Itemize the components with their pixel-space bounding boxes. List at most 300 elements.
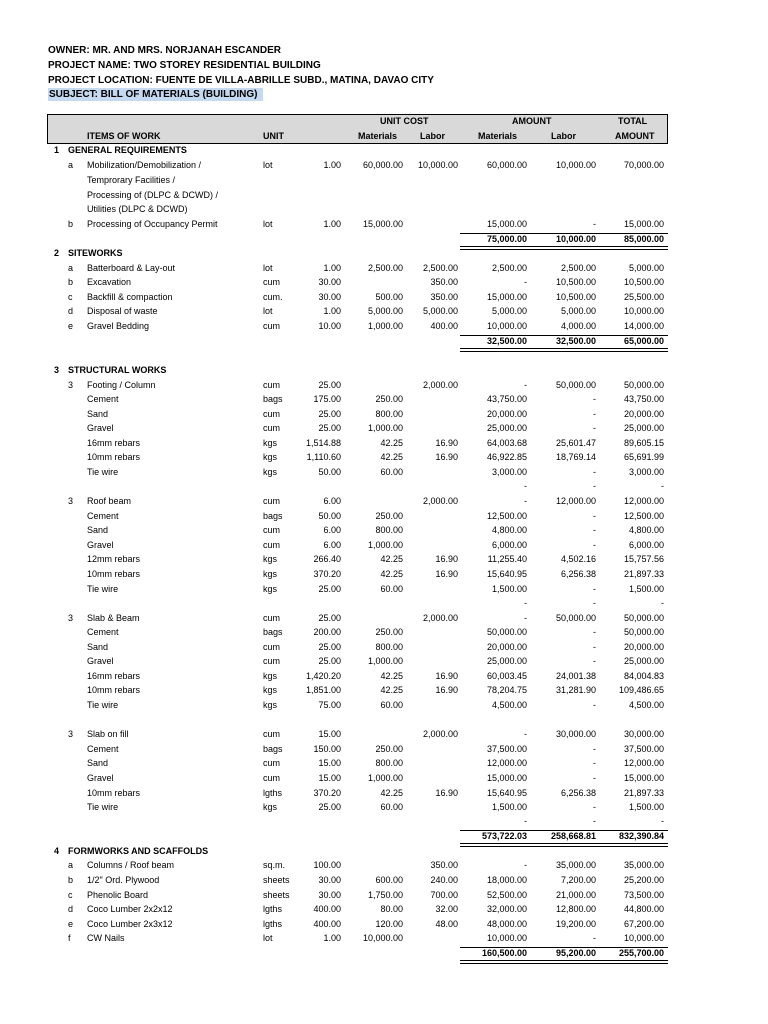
cell-unit: bags	[263, 627, 283, 637]
cell-let: 3	[68, 613, 74, 623]
cell-mat: 500.00	[375, 292, 403, 302]
cell-tot: 5,000.00	[628, 263, 664, 273]
cell-desc: Sand	[87, 758, 109, 768]
cell-tot: 12,000.00	[623, 496, 664, 506]
cell-tot: 21,897.33	[623, 788, 664, 798]
cell-mat: 800.00	[375, 642, 403, 652]
subject-line: SUBJECT: BILL OF MATERIALS (BUILDING)	[48, 88, 263, 101]
cell-unit: lgths	[263, 788, 283, 798]
cell-desc: Backfill & compaction	[87, 292, 173, 302]
cell-tot: 37,500.00	[623, 744, 664, 754]
cell-desc: Coco Lumber 2x3x12	[87, 919, 173, 929]
cell-alab: -	[593, 540, 596, 550]
cell-qty: 30.00	[318, 277, 341, 287]
cell-tot: 50,000.00	[623, 627, 664, 637]
cell-alab: -	[593, 627, 596, 637]
cell-alab: -	[593, 394, 596, 404]
cell-mat: 42.25	[380, 788, 403, 798]
cell-desc: Phenolic Board	[87, 890, 149, 900]
cell-alab: 7,200.00	[560, 875, 596, 885]
cell-tot: 3,000.00	[628, 467, 664, 477]
cell-mat: 42.25	[380, 554, 403, 564]
cell-desc: 10mm rebars	[87, 452, 141, 462]
cell-amat: -	[524, 613, 527, 623]
subtotal-double-rule	[460, 348, 668, 352]
cell-qty: 25.00	[318, 656, 341, 666]
cell-alab: 95,200.00	[555, 948, 596, 958]
cell-amat: 6,000.00	[491, 540, 527, 550]
cell-tot: 6,000.00	[628, 540, 664, 550]
cell-unit: cum	[263, 758, 281, 768]
cell-mat: 42.25	[380, 452, 403, 462]
cell-unit: lot	[263, 160, 273, 170]
cell-qty: 15.00	[318, 729, 341, 739]
cell-mat: 60,000.00	[362, 160, 403, 170]
cell-tot: 50,000.00	[623, 613, 664, 623]
cell-alab: 5,000.00	[560, 306, 596, 316]
cell-qty: 1.00	[323, 219, 341, 229]
cell-tot: 10,000.00	[623, 306, 664, 316]
cell-mat: 60.00	[380, 584, 403, 594]
header-labor: Labor	[420, 131, 446, 141]
cell-unit: cum	[263, 729, 281, 739]
cell-qty: 50.00	[318, 467, 341, 477]
cell-tot: 43,750.00	[623, 394, 664, 404]
cell-tot: 85,000.00	[623, 234, 664, 244]
cell-alab: 24,001.38	[555, 671, 596, 681]
cell-let: d	[68, 306, 74, 316]
cell-tot: 12,000.00	[623, 758, 664, 768]
cell-mat: 1,000.00	[367, 321, 403, 331]
cell-tot: 832,390.84	[618, 831, 664, 841]
cell-unit: cum	[263, 380, 281, 390]
cell-alab: -	[593, 773, 596, 783]
cell-alab: 10,000.00	[555, 234, 596, 244]
cell-title: GENERAL REQUIREMENTS	[68, 145, 187, 155]
cell-desc: 10mm rebars	[87, 685, 141, 695]
cell-desc: CW Nails	[87, 933, 125, 943]
cell-desc: Coco Lumber 2x2x12	[87, 904, 173, 914]
cell-let: b	[68, 875, 74, 885]
cell-alab: 18,769.14	[555, 452, 596, 462]
cell-qty: 10.00	[318, 321, 341, 331]
cell-qty: 266.40	[313, 554, 341, 564]
cell-tot: -	[661, 481, 664, 491]
cell-tot: 25,200.00	[623, 875, 664, 885]
header-total-amount: AMOUNT	[615, 131, 655, 141]
cell-amat: 37,500.00	[486, 744, 527, 754]
cell-let: a	[68, 263, 74, 273]
cell-amat: 4,800.00	[491, 525, 527, 535]
cell-amat: 18,000.00	[486, 875, 527, 885]
cell-mat: 800.00	[375, 409, 403, 419]
cell-amat: 60,000.00	[486, 160, 527, 170]
cell-alab: 30,000.00	[555, 729, 596, 739]
header-materials: Materials	[358, 131, 398, 141]
cell-mat: 250.00	[375, 744, 403, 754]
cell-alab: -	[593, 219, 596, 229]
cell-unit: cum	[263, 409, 281, 419]
header-total: TOTAL	[618, 116, 648, 126]
cell-mat: 1,000.00	[367, 540, 403, 550]
cell-desc: 12mm rebars	[87, 554, 141, 564]
cell-qty: 1.00	[323, 933, 341, 943]
cell-unit: lot	[263, 306, 273, 316]
cell-unit: cum	[263, 277, 281, 287]
cell-amat: 3,000.00	[491, 467, 527, 477]
cell-desc: Gravel Bedding	[87, 321, 150, 331]
cell-lab: 700.00	[430, 890, 458, 900]
subtotal-top-rule	[460, 335, 668, 336]
cell-unit: bags	[263, 394, 283, 404]
cell-mat: 800.00	[375, 758, 403, 768]
cell-desc: Temprorary Facilities /	[87, 175, 176, 185]
cell-tot: 25,500.00	[623, 292, 664, 302]
cell-alab: -	[593, 816, 596, 826]
cell-title: STRUCTURAL WORKS	[68, 365, 167, 375]
cell-unit: kgs	[263, 671, 278, 681]
cell-lab: 10,000.00	[417, 160, 458, 170]
cell-desc: Cement	[87, 394, 119, 404]
cell-unit: lot	[263, 933, 273, 943]
cell-amat: 46,922.85	[486, 452, 527, 462]
cell-desc: Sand	[87, 642, 109, 652]
cell-desc: Gravel	[87, 540, 114, 550]
cell-qty: 15.00	[318, 773, 341, 783]
cell-desc: Processing of Occupancy Permit	[87, 219, 218, 229]
cell-amat: 78,204.75	[486, 685, 527, 695]
cell-unit: cum.	[263, 292, 283, 302]
cell-desc: Tie wire	[87, 467, 119, 477]
cell-amat: 32,000.00	[486, 904, 527, 914]
cell-qty: 1,420.20	[305, 671, 341, 681]
cell-qty: 200.00	[313, 627, 341, 637]
cell-tot: 44,800.00	[623, 904, 664, 914]
cell-let: a	[68, 160, 74, 170]
cell-desc: Tie wire	[87, 802, 119, 812]
cell-unit: kgs	[263, 584, 278, 594]
cell-amat: 20,000.00	[486, 642, 527, 652]
cell-amat: 32,500.00	[486, 336, 527, 346]
cell-amat: -	[524, 481, 527, 491]
cell-alab: -	[593, 481, 596, 491]
cell-mat: 600.00	[375, 875, 403, 885]
cell-tot: 30,000.00	[623, 729, 664, 739]
cell-amat: 15,000.00	[486, 773, 527, 783]
cell-mat: 1,750.00	[367, 890, 403, 900]
cell-qty: 1.00	[323, 160, 341, 170]
cell-tot: 1,500.00	[628, 802, 664, 812]
cell-unit: lgths	[263, 904, 283, 914]
cell-tot: 67,200.00	[623, 919, 664, 929]
cell-amat: 25,000.00	[486, 656, 527, 666]
cell-alab: -	[593, 467, 596, 477]
cell-desc: Excavation	[87, 277, 132, 287]
cell-amat: 1,500.00	[491, 802, 527, 812]
cell-unit: bags	[263, 511, 283, 521]
cell-qty: 15.00	[318, 758, 341, 768]
cell-unit: kgs	[263, 700, 278, 710]
cell-alab: -	[593, 409, 596, 419]
cell-unit: sq.m.	[263, 860, 286, 870]
cell-amat: -	[524, 860, 527, 870]
cell-amat: 15,640.95	[486, 569, 527, 579]
cell-unit: kgs	[263, 438, 278, 448]
cell-unit: kgs	[263, 569, 278, 579]
cell-amat: 25,000.00	[486, 423, 527, 433]
cell-mat: 800.00	[375, 525, 403, 535]
cell-amat: 2,500.00	[491, 263, 527, 273]
cell-lab: 16.90	[435, 554, 458, 564]
cell-lab: 2,000.00	[422, 729, 458, 739]
cell-unit: cum	[263, 525, 281, 535]
cell-let: e	[68, 321, 74, 331]
cell-desc: 10mm rebars	[87, 569, 141, 579]
cell-unit: kgs	[263, 802, 278, 812]
cell-tot: 84,004.83	[623, 671, 664, 681]
cell-desc: Columns / Roof beam	[87, 860, 175, 870]
cell-desc: Gravel	[87, 656, 114, 666]
cell-desc: Utilities (DLPC & DCWD)	[87, 204, 188, 214]
cell-let: 3	[68, 380, 74, 390]
cell-lab: 2,500.00	[422, 263, 458, 273]
cell-tot: 21,897.33	[623, 569, 664, 579]
cell-qty: 6.00	[323, 525, 341, 535]
cell-tot: 89,605.15	[623, 438, 664, 448]
cell-amat: -	[524, 380, 527, 390]
cell-tot: 15,000.00	[623, 773, 664, 783]
cell-desc: Footing / Column	[87, 380, 156, 390]
cell-qty: 30.00	[318, 890, 341, 900]
cell-desc: Processing of (DLPC & DCWD) /	[87, 190, 219, 200]
cell-desc: Batterboard & Lay-out	[87, 263, 176, 273]
cell-amat: -	[524, 729, 527, 739]
cell-amat: 573,722.03	[481, 831, 527, 841]
cell-qty: 25.00	[318, 584, 341, 594]
cell-title: SITEWORKS	[68, 248, 123, 258]
cell-alab: 32,500.00	[555, 336, 596, 346]
cell-amat: 1,500.00	[491, 584, 527, 594]
cell-tot: 4,800.00	[628, 525, 664, 535]
cell-amat: 5,000.00	[491, 306, 527, 316]
header-unit-cost: UNIT COST	[380, 116, 429, 126]
cell-amat: 10,000.00	[486, 321, 527, 331]
cell-lab: 400.00	[430, 321, 458, 331]
owner-line: OWNER: MR. AND MRS. NORJANAH ESCANDER	[48, 45, 281, 56]
cell-alab: -	[593, 642, 596, 652]
cell-unit: cum	[263, 423, 281, 433]
cell-desc: 16mm rebars	[87, 671, 141, 681]
cell-unit: bags	[263, 744, 283, 754]
cell-amat: -	[524, 598, 527, 608]
cell-alab: 50,000.00	[555, 613, 596, 623]
cell-unit: cum	[263, 642, 281, 652]
cell-amat: 12,000.00	[486, 758, 527, 768]
cell-unit: cum	[263, 773, 281, 783]
subtotal-double-rule	[460, 843, 668, 847]
cell-tot: 109,486.65	[618, 685, 664, 695]
cell-mat: 250.00	[375, 627, 403, 637]
cell-tot: 25,000.00	[623, 423, 664, 433]
cell-alab: -	[593, 656, 596, 666]
cell-qty: 1.00	[323, 306, 341, 316]
cell-tot: -	[661, 816, 664, 826]
cell-tot: 10,500.00	[623, 277, 664, 287]
cell-alab: -	[593, 423, 596, 433]
cell-amat: 15,000.00	[486, 292, 527, 302]
cell-tot: 20,000.00	[623, 642, 664, 652]
cell-qty: 1,110.60	[306, 452, 341, 462]
cell-tot: 65,691.99	[623, 452, 664, 462]
cell-lab: 350.00	[430, 292, 458, 302]
cell-qty: 75.00	[318, 700, 341, 710]
cell-unit: cum	[263, 613, 281, 623]
cell-tot: 50,000.00	[623, 380, 664, 390]
subtotal-double-rule	[460, 246, 668, 250]
cell-lab: 32.00	[435, 904, 458, 914]
cell-qty: 25.00	[318, 423, 341, 433]
cell-mat: 1,000.00	[367, 656, 403, 666]
cell-qty: 6.00	[323, 540, 341, 550]
cell-desc: Gravel	[87, 773, 114, 783]
cell-lab: 240.00	[430, 875, 458, 885]
cell-alab: -	[593, 758, 596, 768]
cell-tot: 4,500.00	[628, 700, 664, 710]
cell-qty: 150.00	[313, 744, 341, 754]
cell-amat: 50,000.00	[486, 627, 527, 637]
cell-tot: 65,000.00	[623, 336, 664, 346]
cell-let: c	[68, 890, 73, 900]
cell-qty: 6.00	[323, 496, 341, 506]
cell-let: b	[68, 219, 74, 229]
cell-let: f	[68, 933, 71, 943]
cell-desc: Tie wire	[87, 584, 119, 594]
cell-alab: -	[593, 802, 596, 812]
cell-mat: 80.00	[380, 904, 403, 914]
header-amount-labor: Labor	[551, 131, 577, 141]
subtotal-top-rule	[460, 947, 668, 948]
cell-tot: 15,757.56	[623, 554, 664, 564]
cell-mat: 250.00	[375, 511, 403, 521]
cell-desc: Sand	[87, 409, 109, 419]
cell-desc: Gravel	[87, 423, 114, 433]
cell-desc: Mobilization/Demobilization /	[87, 160, 202, 170]
cell-tot: -	[661, 598, 664, 608]
cell-unit: kgs	[263, 467, 278, 477]
cell-mat: 60.00	[380, 802, 403, 812]
cell-mat: 1,000.00	[367, 423, 403, 433]
cell-qty: 50.00	[318, 511, 341, 521]
cell-alab: -	[593, 511, 596, 521]
cell-mat: 5,000.00	[367, 306, 403, 316]
cell-lab: 16.90	[435, 438, 458, 448]
header-unit: UNIT	[263, 131, 284, 141]
cell-lab: 16.90	[435, 452, 458, 462]
cell-amat: 4,500.00	[491, 700, 527, 710]
cell-amat: 15,000.00	[486, 219, 527, 229]
project-location-line: PROJECT LOCATION: FUENTE DE VILLA-ABRILLE SUBD., MATINA, DAVAO CITY	[48, 75, 434, 86]
cell-qty: 30.00	[318, 875, 341, 885]
cell-amat: 75,000.00	[486, 234, 527, 244]
cell-alab: 12,000.00	[555, 496, 596, 506]
cell-tot: 255,700.00	[618, 948, 664, 958]
cell-alab: 10,500.00	[555, 292, 596, 302]
cell-mat: 42.25	[380, 438, 403, 448]
cell-unit: lgths	[263, 919, 283, 929]
cell-mat: 42.25	[380, 685, 403, 695]
cell-alab: 4,000.00	[560, 321, 596, 331]
cell-let: c	[68, 292, 73, 302]
cell-let: b	[68, 277, 74, 287]
cell-lab: 16.90	[435, 788, 458, 798]
cell-amat: 15,640.95	[486, 788, 527, 798]
cell-num: 2	[54, 248, 60, 258]
cell-alab: 4,502.16	[560, 554, 596, 564]
cell-unit: lot	[263, 219, 273, 229]
cell-alab: 31,281.90	[555, 685, 596, 695]
cell-qty: 400.00	[313, 919, 341, 929]
cell-amat: 10,000.00	[486, 933, 527, 943]
cell-lab: 16.90	[435, 569, 458, 579]
cell-unit: cum	[263, 656, 281, 666]
cell-amat: 20,000.00	[486, 409, 527, 419]
cell-amat: 12,500.00	[486, 511, 527, 521]
cell-mat: 250.00	[375, 394, 403, 404]
cell-qty: 100.00	[313, 860, 341, 870]
project-name-line: PROJECT NAME: TWO STOREY RESIDENTIAL BUILDING	[48, 60, 321, 71]
cell-desc: Roof beam	[87, 496, 132, 506]
header-items-of-work: ITEMS OF WORK	[87, 131, 161, 141]
cell-lab: 2,000.00	[422, 380, 458, 390]
cell-alab: -	[593, 744, 596, 754]
cell-alab: 10,000.00	[555, 160, 596, 170]
cell-mat: 10,000.00	[362, 933, 403, 943]
cell-qty: 25.00	[318, 642, 341, 652]
cell-unit: sheets	[263, 875, 290, 885]
cell-desc: Cement	[87, 511, 119, 521]
cell-alab: 10,500.00	[555, 277, 596, 287]
cell-tot: 15,000.00	[623, 219, 664, 229]
cell-let: a	[68, 860, 74, 870]
cell-alab: 6,256.38	[560, 788, 596, 798]
cell-qty: 370.20	[313, 569, 341, 579]
cell-unit: sheets	[263, 890, 290, 900]
cell-amat: -	[524, 496, 527, 506]
cell-alab: -	[593, 598, 596, 608]
cell-qty: 30.00	[318, 292, 341, 302]
cell-alab: -	[593, 700, 596, 710]
subtotal-double-rule	[460, 960, 668, 964]
cell-tot: 20,000.00	[623, 409, 664, 419]
cell-mat: 1,000.00	[367, 773, 403, 783]
cell-alab: 2,500.00	[560, 263, 596, 273]
cell-alab: 25,601.47	[555, 438, 596, 448]
cell-unit: cum	[263, 540, 281, 550]
cell-desc: Sand	[87, 525, 109, 535]
subtotal-top-rule	[460, 830, 668, 831]
cell-let: d	[68, 904, 74, 914]
cell-mat: 42.25	[380, 671, 403, 681]
cell-tot: 73,500.00	[623, 890, 664, 900]
cell-desc: 10mm rebars	[87, 788, 141, 798]
cell-qty: 400.00	[313, 904, 341, 914]
cell-let: e	[68, 919, 74, 929]
cell-desc: Slab & Beam	[87, 613, 140, 623]
cell-mat: 60.00	[380, 467, 403, 477]
cell-desc: Tie wire	[87, 700, 119, 710]
cell-unit: lot	[263, 263, 273, 273]
cell-tot: 25,000.00	[623, 656, 664, 666]
